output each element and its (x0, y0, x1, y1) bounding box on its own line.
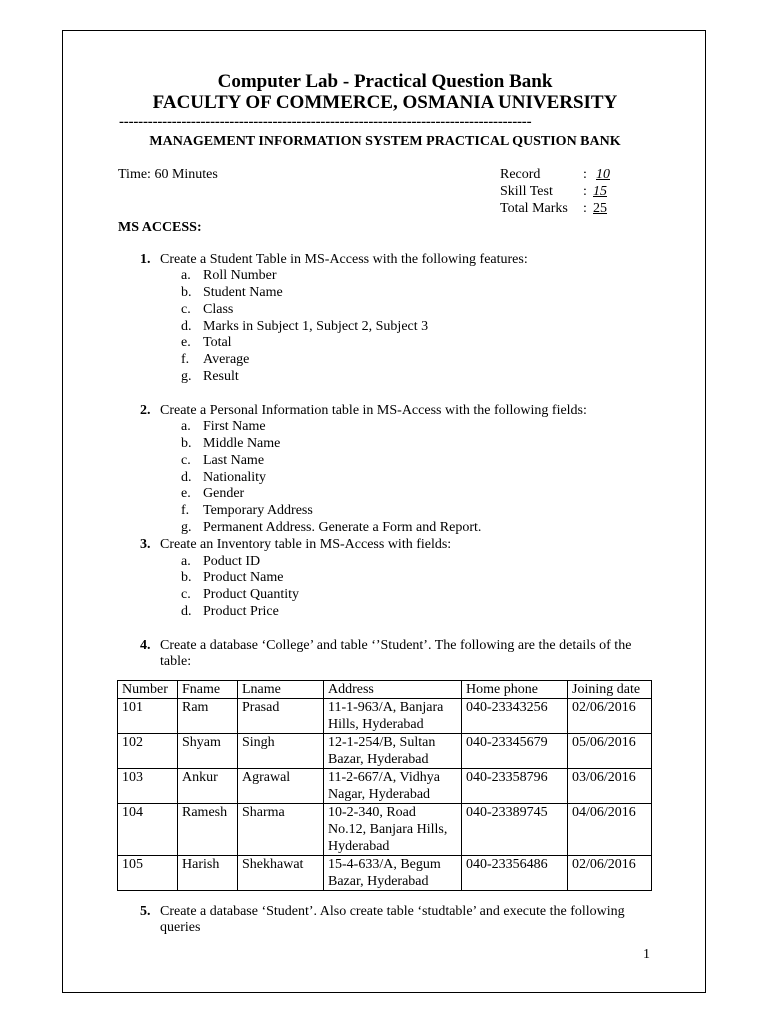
table-cell: Ankur (178, 769, 238, 804)
table-cell: 104 (118, 804, 178, 856)
table-header-row (118, 681, 652, 699)
record-label: Record (500, 167, 541, 182)
table-cell: Shekhawat (238, 856, 324, 891)
question-number: 3. (140, 537, 151, 552)
address-line: 11-2-667/A, Vidhya (328, 770, 440, 785)
list-item: Student Name (203, 285, 283, 300)
address-line: 10-2-340, Road (328, 805, 416, 820)
document-title: Computer Lab - Practical Question Bank (217, 71, 553, 92)
column-header: Address (324, 681, 462, 699)
table-cell: 105 (118, 856, 178, 891)
list-letter: d. (181, 604, 192, 619)
address-line: Bazar, Hyderabad (328, 874, 429, 889)
record-colon: : (583, 167, 587, 182)
table-cell (324, 699, 462, 734)
question-number: 4. (140, 638, 151, 653)
table-cell: 101 (118, 699, 178, 734)
list-item: Permanent Address. Generate a Form and Report. (203, 520, 482, 535)
list-letter: b. (181, 570, 192, 585)
list-letter: e. (181, 486, 191, 501)
table-cell: 040-23356486 (462, 856, 568, 891)
list-item: Temporary Address (203, 503, 313, 518)
table-cell: 040-23343256 (462, 699, 568, 734)
table-cell: Singh (238, 734, 324, 769)
table-cell: 02/06/2016 (568, 699, 652, 734)
list-item: Product Quantity (203, 587, 300, 602)
address-line: No.12, Banjara Hills, (328, 822, 448, 837)
table-cell: Prasad (238, 699, 324, 734)
table-row (118, 804, 652, 856)
list-letter: d. (181, 319, 192, 334)
question-text: Create a Personal Information table in MS-Access with the following fields: (160, 403, 587, 418)
table-cell: Harish (178, 856, 238, 891)
list-letter: b. (181, 436, 192, 451)
address-line: 12-1-254/B, Sultan (328, 735, 436, 750)
list-item: Poduct ID (203, 554, 261, 569)
list-letter: e. (181, 335, 191, 350)
table-cell (324, 856, 462, 891)
list-letter: a. (181, 268, 191, 283)
question-text: Create an Inventory table in MS-Access with fields: (160, 537, 452, 552)
question-number: 5. (140, 904, 151, 919)
document-page (62, 30, 706, 993)
table-cell: Shyam (178, 734, 238, 769)
table-cell (324, 804, 462, 856)
table-cell: 103 (118, 769, 178, 804)
question-text: Create a database ‘Student’. Also create table ‘studtable’ and execute the following (160, 904, 625, 919)
list-letter: f. (181, 503, 190, 518)
list-letter: c. (181, 587, 191, 602)
list-letter: c. (181, 302, 191, 317)
list-letter: c. (181, 453, 191, 468)
address-line: Hills, Hyderabad (328, 717, 424, 732)
list-letter: b. (181, 285, 192, 300)
skill-test-label: Skill Test (500, 184, 553, 199)
question-number: 1. (140, 252, 151, 267)
table-cell: Agrawal (238, 769, 324, 804)
list-item: Nationality (203, 470, 266, 485)
list-item: Product Price (203, 604, 279, 619)
list-letter: g. (181, 520, 192, 535)
list-letter: g. (181, 369, 192, 384)
list-item: Gender (203, 486, 245, 501)
table-row (118, 856, 652, 891)
address-line: 15-4-633/A, Begum (328, 857, 441, 872)
total-marks-label: Total Marks (500, 201, 568, 216)
student-details-table (117, 680, 652, 891)
column-header: Joining date (568, 681, 652, 699)
column-header: Fname (178, 681, 238, 699)
list-item: Total (203, 335, 232, 350)
question-number: 2. (140, 403, 151, 418)
faculty-title: FACULTY OF COMMERCE, OSMANIA UNIVERSITY (152, 92, 618, 113)
list-item: Roll Number (203, 268, 277, 283)
address-line: Bazar, Hyderabad (328, 752, 429, 767)
column-header: Lname (238, 681, 324, 699)
total-marks-value: 25 (593, 201, 607, 216)
table-cell: 04/06/2016 (568, 804, 652, 856)
record-value: 10 (596, 167, 610, 182)
list-item: Marks in Subject 1, Subject 2, Subject 3 (203, 319, 429, 334)
dashed-separator: -------------------------------------------------------------------------------------- (119, 114, 532, 130)
question-text: Create a Student Table in MS-Access with the following features: (160, 252, 528, 267)
list-item: Class (203, 302, 234, 317)
list-item: First Name (203, 419, 266, 434)
table-cell: Sharma (238, 804, 324, 856)
table-row (118, 734, 652, 769)
skill-test-colon: : (583, 184, 587, 199)
table-cell: 102 (118, 734, 178, 769)
table-cell: 02/06/2016 (568, 856, 652, 891)
table-row (118, 769, 652, 804)
table-cell: Ramesh (178, 804, 238, 856)
list-letter: f. (181, 352, 190, 367)
address-line: Hyderabad (328, 839, 390, 854)
table-cell: 040-23345679 (462, 734, 568, 769)
question-text-continued: table: (160, 654, 192, 669)
time-label: Time: 60 Minutes (118, 167, 218, 182)
list-item: Average (203, 352, 250, 367)
list-item: Result (203, 369, 239, 384)
address-line: 11-1-963/A, Banjara (328, 700, 444, 715)
table-cell: 040-23358796 (462, 769, 568, 804)
list-letter: a. (181, 419, 191, 434)
page-number: 1 (643, 947, 650, 962)
subtitle: MANAGEMENT INFORMATION SYSTEM PRACTICAL QUSTION BANK (149, 134, 621, 149)
question-text: Create a database ‘College’ and table ‘’Student’. The following are the details of the (160, 638, 632, 653)
skill-test-value: 15 (593, 184, 607, 199)
column-header: Number (118, 681, 178, 699)
list-item: Last Name (203, 453, 265, 468)
table-cell (324, 734, 462, 769)
total-marks-colon: : (583, 201, 587, 216)
table-cell: 040-23389745 (462, 804, 568, 856)
table-row (118, 699, 652, 734)
table-cell: Ram (178, 699, 238, 734)
table-cell: 05/06/2016 (568, 734, 652, 769)
list-letter: a. (181, 554, 191, 569)
table-cell (324, 769, 462, 804)
list-letter: d. (181, 470, 192, 485)
question-text-continued: queries (160, 920, 201, 935)
column-header: Home phone (462, 681, 568, 699)
list-item: Middle Name (203, 436, 281, 451)
address-line: Nagar, Hyderabad (328, 787, 431, 802)
section-heading: MS ACCESS: (118, 220, 202, 235)
table-cell: 03/06/2016 (568, 769, 652, 804)
list-item: Product Name (203, 570, 284, 585)
